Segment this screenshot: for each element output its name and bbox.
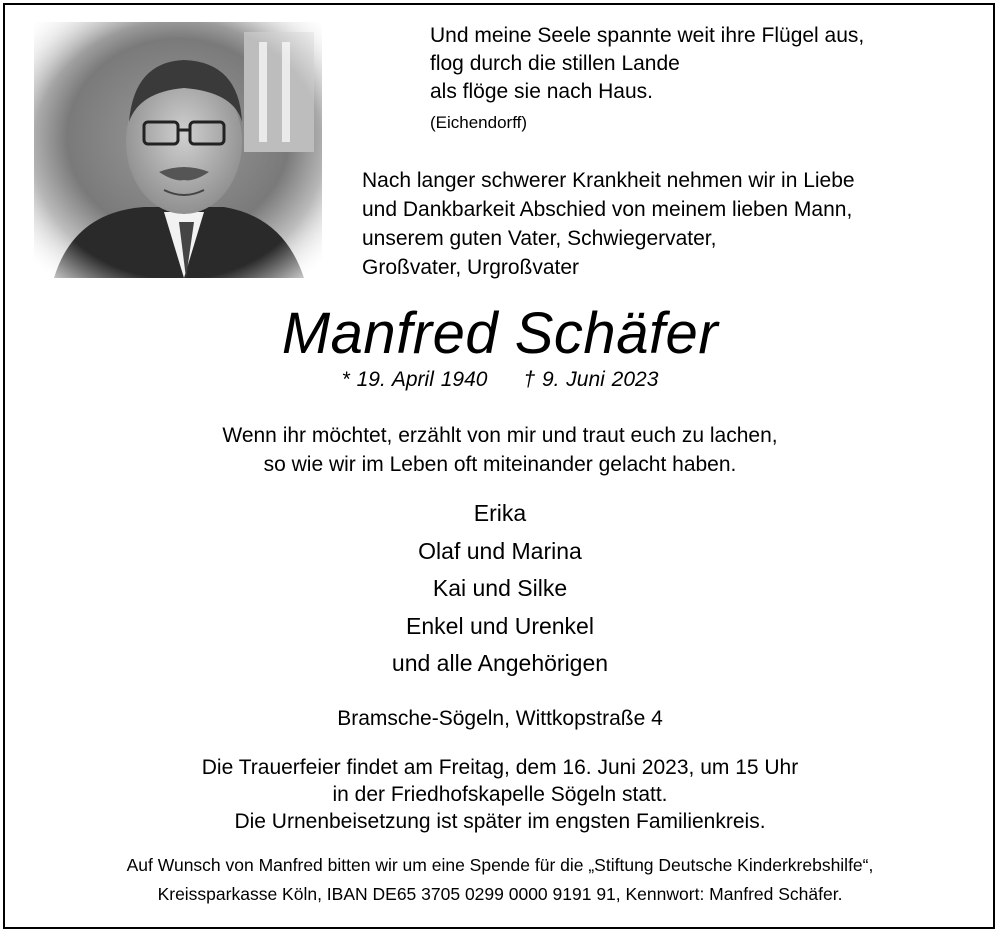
family-member: Olaf und Marina	[418, 537, 582, 564]
memorial-quote	[0, 421, 1000, 479]
donation-info	[0, 851, 1000, 909]
service-info	[0, 754, 1000, 835]
poem	[430, 22, 864, 106]
donation-line: Auf Wunsch von Manfred bitten wir um eine Spende für die „Stiftung Deutsche Kinderkrebshilfe“,	[126, 855, 874, 875]
deceased-name: Manfred Schäfer	[281, 301, 719, 366]
intro-text	[362, 166, 855, 282]
quote-line: so wie wir im Leben oft miteinander gelacht haben.	[263, 453, 737, 476]
address: Bramsche-Sögeln, Wittkopstraße 4	[337, 707, 663, 730]
service-line: Die Urnenbeisetzung ist später im engsten Familienkreis.	[234, 810, 766, 833]
family-list	[0, 495, 1000, 683]
poem-line: als flöge sie nach Haus.	[430, 80, 653, 103]
family-member: Enkel und Urenkel	[406, 612, 594, 639]
life-dates	[0, 368, 1000, 392]
family-member: Erika	[473, 500, 527, 526]
quote-line: Wenn ihr möchtet, erzählt von mir und traut euch zu lachen,	[222, 424, 778, 447]
poem-line: Und meine Seele spannte weit ihre Flügel aus,	[430, 24, 865, 47]
family-member: und alle Angehörigen	[391, 650, 609, 676]
donation-line: Kreissparkasse Köln, IBAN DE65 3705 0299 0000 9191 91, Kennwort: Manfred Schäfer.	[157, 884, 843, 904]
portrait-photo	[34, 22, 322, 278]
service-line: Die Trauerfeier findet am Freitag, dem 16. Juni 2023, um 15 Uhr	[201, 756, 799, 779]
intro-line: Großvater, Urgroßvater	[362, 256, 580, 279]
poem-author: (Eichendorff)	[430, 113, 528, 132]
service-line: in der Friedhofskapelle Sögeln statt.	[332, 783, 668, 806]
intro-line: unserem guten Vater, Schwiegervater,	[362, 227, 717, 250]
family-member: Kai und Silke	[432, 575, 568, 601]
intro-line: und Dankbarkeit Abschied von meinem lieben Mann,	[362, 198, 853, 221]
death-date: † 9. Juni 2023	[523, 368, 659, 391]
poem-line: flog durch die stillen Lande	[430, 52, 680, 75]
intro-line: Nach langer schwerer Krankheit nehmen wir in Liebe	[362, 169, 855, 192]
birth-date: * 19. April 1940	[341, 368, 488, 391]
